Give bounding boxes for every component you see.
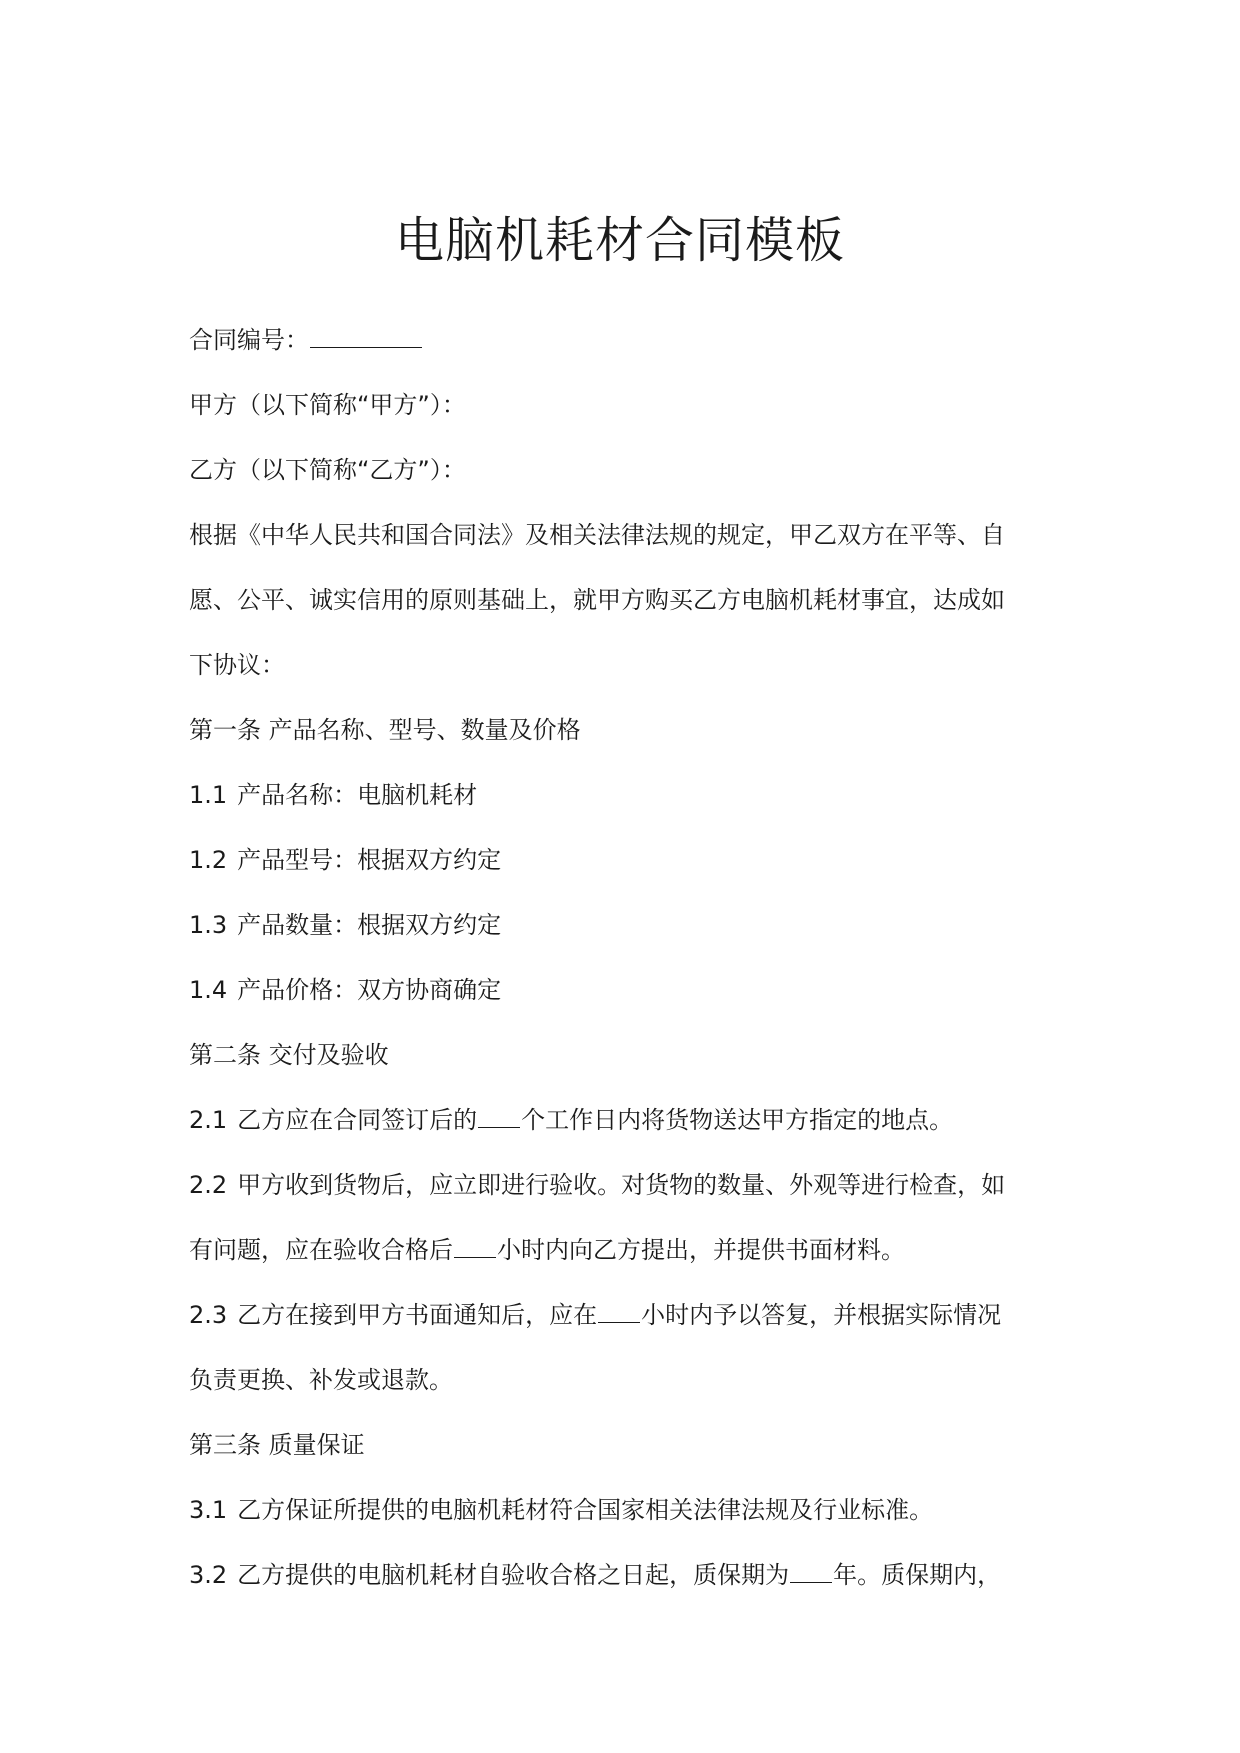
clause-text: 甲方收到货物后，应立即进行验收。对货物的数量、外观等进行检查，如 (237, 1171, 1006, 1199)
clause-number: 1.3 (189, 911, 228, 939)
clause-1-2 (189, 828, 1051, 893)
clause-2-2-continued (189, 1218, 1051, 1283)
fill-in-blank (598, 1296, 640, 1323)
clause-text: 乙方应在合同签订后的 (237, 1106, 478, 1134)
clause-text: 个工作日内将货物送达甲方指定的地点。 (521, 1106, 954, 1134)
clause-3-2 (189, 1543, 1051, 1608)
party-a-line: 甲方（以下简称“甲方”）： (189, 391, 466, 419)
clause-2-2 (189, 1153, 1051, 1218)
preamble-line-2: 愿、公平、诚实信用的原则基础上，就甲方购买乙方电脑机耗材事宜，达成如 (189, 586, 1005, 614)
article-2-heading: 第二条 交付及验收 (189, 1041, 389, 1069)
clause-text: 产品型号：根据双方约定 (237, 846, 502, 874)
clause-text: 产品价格：双方协商确定 (237, 976, 502, 1004)
contract-number-blank (310, 321, 422, 348)
clause-text: 年。质保期内， (833, 1561, 1002, 1589)
clause-2-3 (189, 1283, 1051, 1348)
clause-1-3 (189, 893, 1051, 958)
clause-text: 乙方提供的电脑机耗材自验收合格之日起，质保期为 (237, 1561, 790, 1589)
fill-in-blank (454, 1231, 496, 1258)
clause-number: 2.1 (189, 1106, 228, 1134)
fill-in-blank (790, 1556, 832, 1583)
contract-number-line (189, 308, 1051, 373)
clause-text: 乙方在接到甲方书面通知后，应在 (237, 1301, 598, 1329)
contract-number-label: 合同编号： (189, 326, 309, 354)
clause-3-1 (189, 1478, 1051, 1543)
clause-text: 乙方保证所提供的电脑机耗材符合国家相关法律法规及行业标准。 (237, 1496, 934, 1524)
clause-2-1 (189, 1088, 1051, 1153)
fill-in-blank (478, 1101, 520, 1128)
preamble-line-3: 下协议： (189, 651, 285, 679)
clause-number: 2.3 (189, 1301, 228, 1329)
party-b-line: 乙方（以下简称“乙方”）： (189, 456, 466, 484)
clause-number: 2.2 (189, 1171, 228, 1199)
clause-number: 1.2 (189, 846, 228, 874)
clause-number: 1.1 (189, 781, 228, 809)
clause-text: 产品名称：电脑机耗材 (237, 781, 478, 809)
clause-text: 有问题，应在验收合格后 (189, 1236, 453, 1264)
article-3-heading: 第三条 质量保证 (189, 1431, 365, 1459)
clause-text: 小时内予以答复，并根据实际情况 (641, 1301, 1002, 1329)
clause-text: 产品数量：根据双方约定 (237, 911, 502, 939)
clause-number: 3.1 (189, 1496, 228, 1524)
clause-number: 3.2 (189, 1561, 228, 1589)
clause-number: 1.4 (189, 976, 228, 1004)
clause-text: 小时内向乙方提出，并提供书面材料。 (497, 1236, 905, 1264)
clause-1-4 (189, 958, 1051, 1023)
contract-body (189, 308, 1051, 1608)
clause-2-3-continued: 负责更换、补发或退款。 (189, 1366, 453, 1394)
preamble-line-1: 根据《中华人民共和国合同法》及相关法律法规的规定，甲乙双方在平等、自 (189, 521, 1005, 549)
clause-1-1 (189, 763, 1051, 828)
document-title: 电脑机耗材合同模板 (394, 212, 845, 269)
article-1-heading: 第一条 产品名称、型号、数量及价格 (189, 716, 581, 744)
